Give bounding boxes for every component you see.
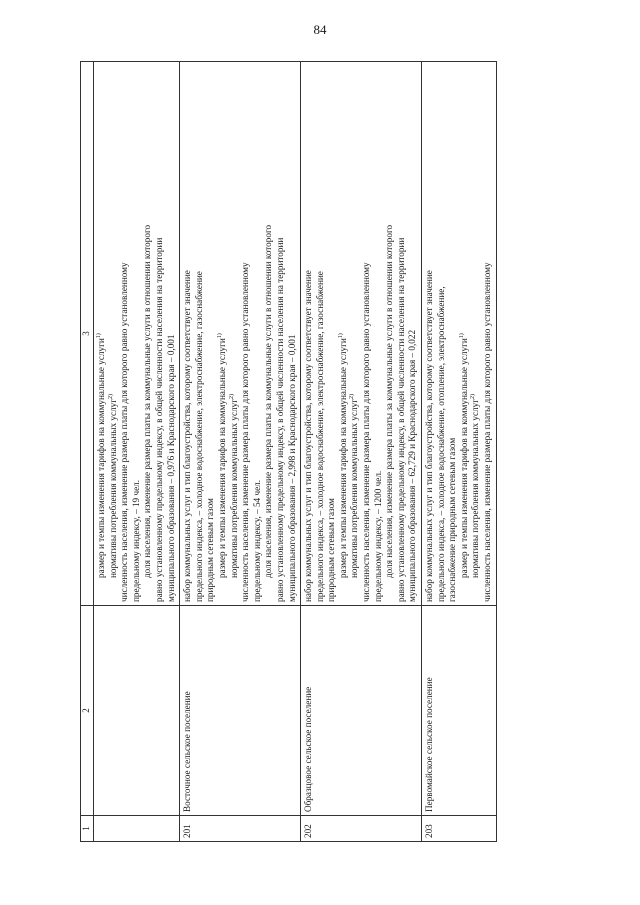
rotated-page-region xyxy=(80,62,520,842)
indicator-line-text: нормативы потребления коммунальных услуг xyxy=(107,398,118,578)
settlement-name: Образцовое сельское поселение xyxy=(301,606,422,816)
indicator-line-text: нормативы потребления коммунальных услуг xyxy=(470,398,481,578)
row-number: 203 xyxy=(422,816,497,842)
indicator-line xyxy=(315,65,327,602)
indicator-line xyxy=(349,65,361,602)
indicator-line-text: предельного индекса, – холодное водоснабжение, отопление, электроснабжение, xyxy=(435,286,446,602)
indicator-line-text: численность населения, изменение размера платы для которого равно установленному xyxy=(482,262,492,602)
indicator-line xyxy=(373,65,385,602)
indicator-line xyxy=(287,65,299,602)
settlement-name: Восточное сельское поселение xyxy=(180,606,301,816)
table-row xyxy=(180,62,301,842)
indicator-line xyxy=(407,65,419,602)
table-row xyxy=(301,62,422,842)
footnote-marker: 1) xyxy=(337,333,344,339)
indicator-line-text: численность населения, изменение размера платы для которого равно установленному xyxy=(119,262,130,602)
indicator-line xyxy=(436,65,448,602)
indicator-line-text: размер и темпы изменения тарифов на коммунальные услуги xyxy=(96,338,106,578)
indicator-line xyxy=(275,65,287,602)
indicator-line-text: размер и темпы изменения тарифов на коммунальные услуги xyxy=(216,338,227,578)
page-number: 84 xyxy=(313,22,327,37)
indicator-line-text: природным сетевым газом xyxy=(205,498,216,602)
indicator-line xyxy=(119,65,131,602)
indicator-line-text: набор коммунальных услуг и тип благоустройства, которому соответствует значение xyxy=(182,270,193,602)
indicator-text-cell xyxy=(422,62,497,606)
indicator-line xyxy=(142,65,154,602)
footnote-marker: 2) xyxy=(349,393,356,399)
header-col-2: 2 xyxy=(81,606,94,816)
indicator-line-text: размер и темпы изменения тарифов на коммунальные услуги xyxy=(458,338,469,578)
row-number: 201 xyxy=(180,816,301,842)
indicator-line xyxy=(424,65,436,602)
settlement-name xyxy=(94,606,180,816)
indicator-line xyxy=(154,65,166,602)
indicator-line xyxy=(303,65,315,602)
indicator-line-text: газоснабжение природным сетевым газом xyxy=(447,437,458,602)
table-header-row xyxy=(81,62,94,842)
indicator-line-text: природным сетевым газом xyxy=(326,498,337,602)
indicator-line xyxy=(361,65,373,602)
indicator-line-text: нормативы потребления коммунальных услуг xyxy=(349,398,360,578)
indicator-line-text: набор коммунальных услуг и тип благоустройства, которому соответствует значение xyxy=(424,270,435,602)
indicator-line xyxy=(108,65,120,602)
footnote-marker: 2) xyxy=(470,393,477,399)
indicator-text-cell xyxy=(94,62,180,606)
footnote-marker: 2) xyxy=(107,393,114,399)
indicator-line xyxy=(182,65,194,602)
indicator-line-text: численность населения, изменение размера платы для которого равно установленному xyxy=(361,262,372,602)
indicator-line xyxy=(470,65,482,602)
indicator-line-text: равно установленному предельному индексу, в общей численности населения на территории xyxy=(274,237,285,602)
indicator-line-text: предельному индексу, – 54 чел. xyxy=(251,479,262,602)
indicator-text-cell xyxy=(180,62,301,606)
indicator-line-text: муниципального образования – 0,976 и Краснодарского края – 0,001 xyxy=(165,334,176,602)
indicator-line xyxy=(229,65,241,602)
indicator-line xyxy=(96,65,108,602)
indicator-line xyxy=(396,65,408,602)
footnote-marker: 2) xyxy=(228,393,235,399)
row-number xyxy=(94,816,180,842)
indicator-line-text: предельному индексу, – 1200 чел. xyxy=(372,470,383,602)
indicator-line xyxy=(194,65,206,602)
indicator-line xyxy=(384,65,396,602)
indicator-line-text: равно установленному предельному индексу, в общей численности населения на территории xyxy=(153,237,164,602)
indicator-line xyxy=(326,65,338,602)
settlement-name: Первомайское сельское поселение xyxy=(422,606,497,816)
indicator-line-text: нормативы потребления коммунальных услуг xyxy=(228,398,239,578)
indicator-line-text: доля населения, изменение размера платы за коммунальные услуги в отношении которого xyxy=(142,224,153,578)
indicator-line xyxy=(447,65,459,602)
indicator-line-text: предельного индекса, – холодное водоснабжение, электроснабжение, газоснабжение xyxy=(193,271,204,602)
indicator-line-text: муниципального образования – 2,998 и Краснодарского края – 0,001 xyxy=(286,334,297,602)
indicator-line-text: предельному индексу, – 19 чел. xyxy=(130,479,141,602)
indicator-line-text: доля населения, изменение размера платы за коммунальные услуги в отношении которого xyxy=(263,224,274,578)
indicator-line-text: численность населения, изменение размера платы для которого равно установленному xyxy=(240,262,251,602)
indicator-line-text: размер и темпы изменения тарифов на коммунальные услуги xyxy=(337,338,348,578)
landscape-table-container xyxy=(80,62,520,842)
table-row xyxy=(422,62,497,842)
indicator-line xyxy=(131,65,143,602)
table-row xyxy=(94,62,180,842)
indicator-line-text: предельного индекса, – холодное водоснабжение, электроснабжение, газоснабжение xyxy=(314,271,325,602)
footnote-marker: 1) xyxy=(96,333,102,339)
indicator-line-text: доля населения, изменение размера платы за коммунальные услуги в отношении которого xyxy=(384,224,395,578)
indicator-line xyxy=(217,65,229,602)
indicator-line-text: муниципального образования – 62,729 и Краснодарского края – 0,022 xyxy=(407,329,418,602)
header-col-3: 3 xyxy=(81,62,94,606)
indicator-line xyxy=(338,65,350,602)
indicator-line-text: набор коммунальных услуг и тип благоустройства, которому соответствует значение xyxy=(303,270,314,602)
indicator-line xyxy=(252,65,264,602)
indicator-line-text: равно установленному предельному индексу, в общей численности населения на территории xyxy=(395,237,406,602)
footnote-marker: 1) xyxy=(458,333,465,339)
tariff-table xyxy=(80,61,497,842)
indicator-line xyxy=(240,65,252,602)
indicator-text-cell xyxy=(301,62,422,606)
indicator-line xyxy=(263,65,275,602)
row-number: 202 xyxy=(301,816,422,842)
indicator-line xyxy=(166,65,178,602)
footnote-marker: 1) xyxy=(216,333,223,339)
indicator-line xyxy=(459,65,471,602)
indicator-line xyxy=(482,65,494,602)
header-col-1: 1 xyxy=(81,816,94,842)
indicator-line xyxy=(205,65,217,602)
